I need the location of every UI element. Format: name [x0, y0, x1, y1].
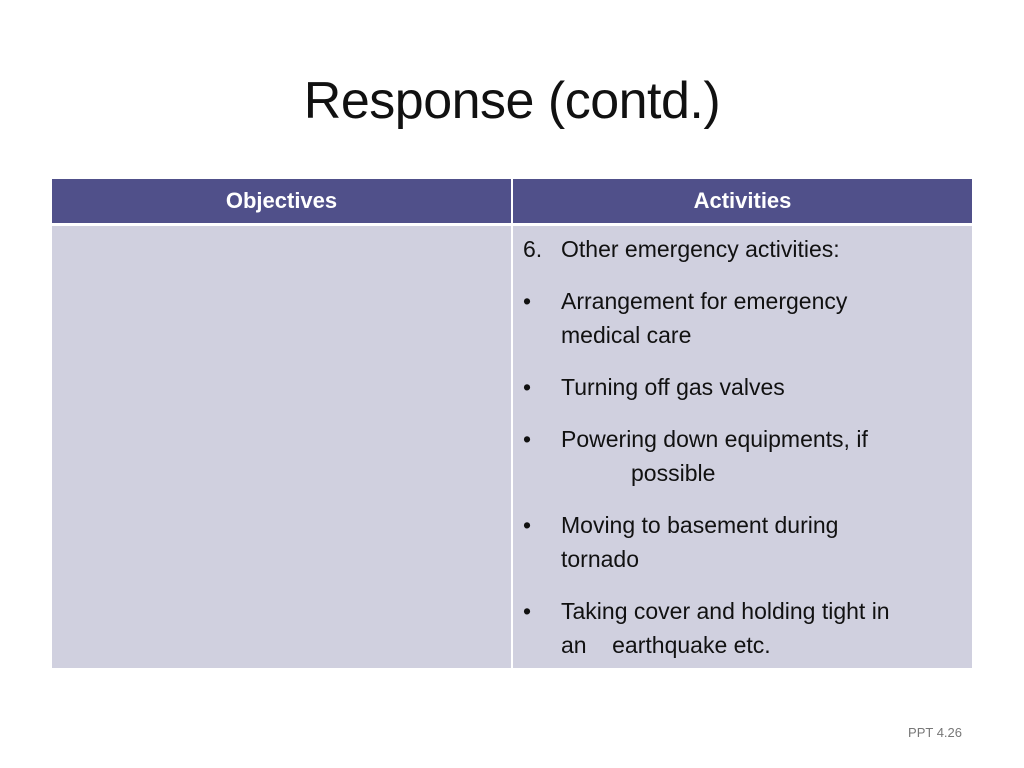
list-heading-text: Other emergency activities: [561, 236, 840, 262]
list-number: 6. [523, 236, 543, 262]
bullet-icon: • [523, 598, 532, 624]
list-item [523, 594, 963, 662]
content-table [52, 179, 972, 668]
list-item-line2: an earthquake etc. [561, 632, 771, 658]
slide-number: PPT 4.26 [908, 725, 962, 740]
list-item-line2: tornado [561, 546, 640, 572]
bullet-icon: • [523, 374, 532, 400]
header-activities: Activities [693, 188, 792, 213]
list-item [523, 422, 963, 490]
slide-title: Response (contd.) [303, 72, 721, 130]
list-item-line1: Turning off gas valves [561, 374, 785, 400]
bullet-icon: • [523, 512, 532, 538]
bullet-icon: • [523, 426, 532, 452]
list-item-heading [523, 232, 963, 266]
table-header-row [52, 179, 972, 223]
activities-cell [513, 226, 972, 668]
list-item-line1: Taking cover and holding tight in [561, 598, 890, 624]
bullet-icon: • [523, 288, 532, 314]
list-item [523, 370, 963, 404]
header-objectives: Objectives [225, 188, 338, 213]
list-item-line1: Powering down equipments, if [561, 426, 868, 452]
list-item-line1: Arrangement for emergency [561, 288, 848, 314]
list-item-line2: possible [631, 460, 716, 486]
list-item [523, 508, 963, 576]
objectives-cell [52, 226, 511, 668]
list-item-line2: medical care [561, 322, 692, 348]
list-item [523, 284, 963, 352]
activities-list [523, 232, 963, 680]
list-item-line1: Moving to basement during [561, 512, 839, 538]
